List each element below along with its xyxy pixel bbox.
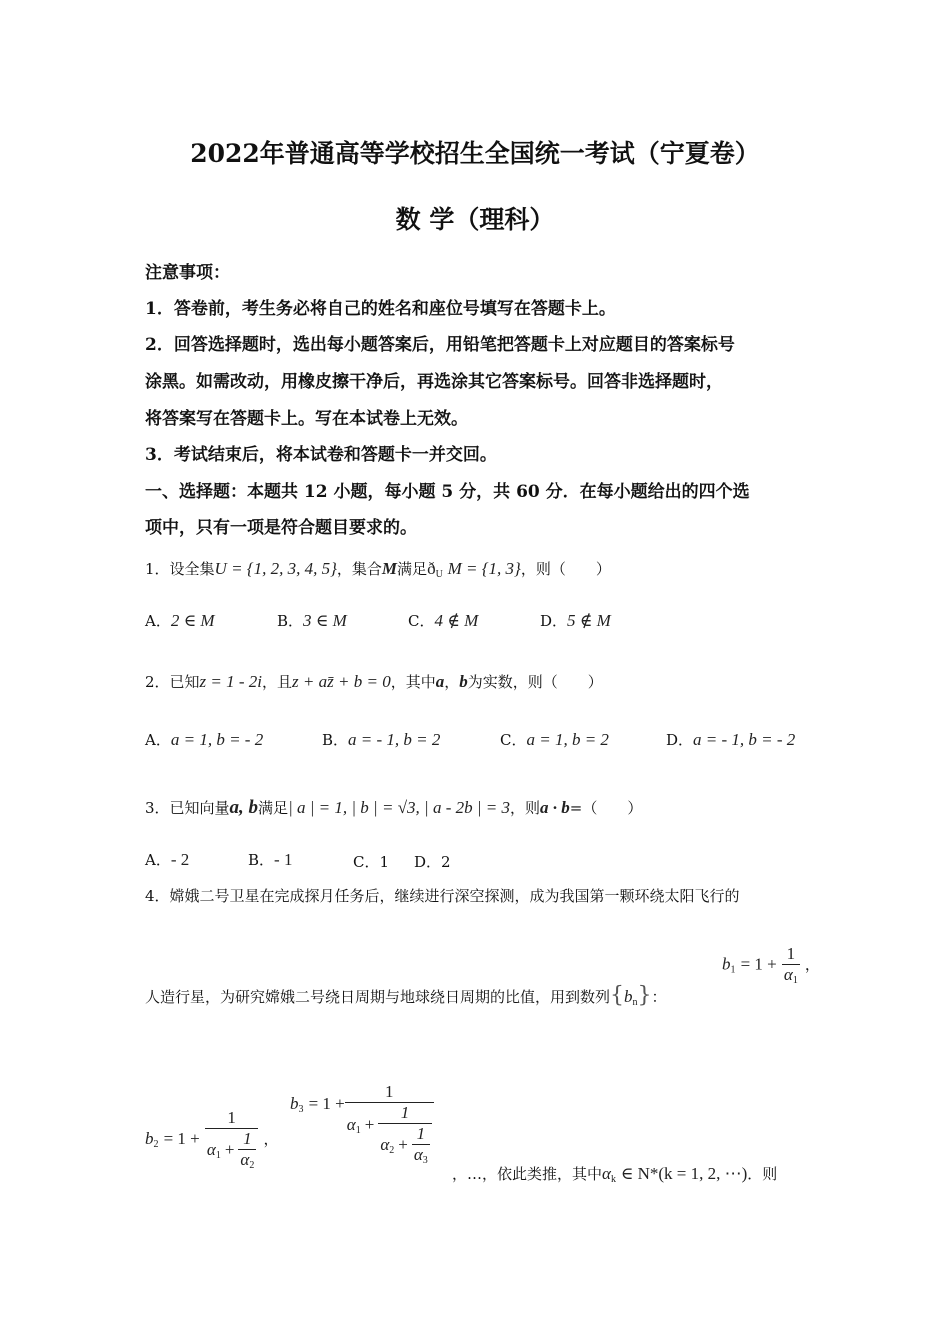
brace-icon: } <box>637 983 652 1008</box>
alpha: α <box>602 1164 611 1183</box>
section-heading-cont: 项中，只有一项是符合题目要求的。 <box>145 518 417 538</box>
q1-var: M <box>381 559 398 578</box>
q2-comma: ， <box>444 673 460 691</box>
q3-option-a[interactable] <box>145 849 189 870</box>
q1-option-c[interactable] <box>408 610 478 631</box>
frac-numerator: 1 <box>400 1103 410 1122</box>
nested-fraction-inner <box>412 1124 430 1166</box>
q3-end: =（ ） <box>569 799 643 817</box>
option-label: B． <box>322 731 349 749</box>
alpha: α <box>240 1150 250 1169</box>
q4-seq-sub: n <box>632 997 638 1008</box>
b-var: b <box>722 954 731 974</box>
option-expr: a = - 1, b = 2 <box>348 730 441 749</box>
b-sub: 3 <box>298 1104 304 1115</box>
option-expr: a = 1, b = - 2 <box>170 730 264 749</box>
q1-prefix: 1．设全集 <box>145 560 215 578</box>
alpha-sub: 1 <box>355 1125 361 1136</box>
formula-b2 <box>145 1108 278 1171</box>
q3-dot-product: a · b <box>540 798 570 817</box>
q3-vectors: a, b <box>229 797 259 818</box>
option-label: B． <box>277 612 304 630</box>
option-expr: 1 <box>379 853 390 871</box>
q3-prefix: 3．已知向量 <box>145 799 230 817</box>
q1-mid2: 满足 <box>397 560 428 578</box>
alpha-sub: k <box>610 1174 616 1185</box>
frac-numerator: 1 <box>786 944 796 963</box>
q2-tail-b: 为实数，则（ ） <box>467 673 603 691</box>
option-expr: 3 ∈ M <box>303 611 347 630</box>
fraction <box>782 944 800 986</box>
option-label: A． <box>145 851 171 869</box>
plus: + <box>364 1115 375 1134</box>
q2-mid: ，且 <box>262 673 293 691</box>
option-expr: a = 1, b = 2 <box>526 730 609 749</box>
q3-option-c[interactable] <box>353 851 389 872</box>
b-sub: 2 <box>153 1139 159 1150</box>
equals-one-plus: = 1 + <box>740 954 777 974</box>
equals-one-plus: = 1 + <box>308 1094 345 1113</box>
q2-equation: z + az̄ + b = 0 <box>292 672 391 691</box>
q2-option-a[interactable] <box>145 729 263 750</box>
q1-tail: ，则（ ） <box>520 560 611 578</box>
q2-option-d[interactable] <box>666 729 795 750</box>
alpha-sub: 1 <box>792 975 798 986</box>
question-4-line1: 4．嫦娥二号卫星在完成探月任务后，继续进行深空探测，成为我国第一颗环绕太阳飞行的 <box>145 887 740 905</box>
option-label: D． <box>666 731 694 749</box>
q2-tail-a: ，其中 <box>390 673 436 691</box>
brace-icon: { <box>610 983 625 1008</box>
comma: ， <box>804 955 820 974</box>
section-heading: 一、选择题：本题共 12 小题，每小题 5 分，共 60 分．在每小题给出的四个选 <box>145 482 750 502</box>
note-item: 3．考试结束后，将本试卷和答题卡一并交回。 <box>145 445 497 465</box>
equals-one-plus: = 1 + <box>163 1129 200 1148</box>
q2-option-c[interactable] <box>500 729 609 750</box>
alpha: α <box>413 1145 423 1164</box>
q2-z: z = 1 - 2i <box>199 672 263 691</box>
q3-condition: | a | = 1, | b | = √3, | a - 2b | = 3 <box>288 798 511 817</box>
comma: ， <box>263 1130 279 1148</box>
q3-option-d[interactable] <box>414 851 451 872</box>
q1-option-a[interactable] <box>145 610 215 631</box>
q4-tail-line <box>452 1163 777 1185</box>
alpha-sub: 1 <box>215 1149 221 1161</box>
option-expr: 2 <box>441 853 451 871</box>
option-label: C． <box>500 731 527 749</box>
fraction <box>345 1082 434 1166</box>
frac-numerator: 1 <box>227 1108 236 1127</box>
question-1 <box>145 558 611 580</box>
note-item: 涂黑。如需改动，用橡皮擦干净后，再选涂其它答案标号。回答非选择题时， <box>145 372 723 392</box>
alpha: α <box>346 1115 356 1134</box>
q1-set-m: M = {1, 3} <box>447 559 521 578</box>
alpha: α <box>783 965 793 984</box>
exam-subtitle: 数 学（理科） <box>395 205 555 234</box>
notes-heading: 注意事项： <box>145 263 230 283</box>
nested-fraction <box>378 1103 431 1166</box>
q4-seq-var: b <box>624 987 633 1006</box>
option-label: D． <box>540 612 568 630</box>
q1-complement-symbol: ð <box>427 559 436 578</box>
b-var: b <box>145 1129 154 1148</box>
note-item: 1．答卷前，考生务必将自己的姓名和座位号填写在答题卡上。 <box>145 299 616 319</box>
option-label: B． <box>248 851 275 869</box>
q2-var-a: a <box>435 672 445 691</box>
q2-option-b[interactable] <box>322 729 440 750</box>
note-item: 2．回答选择题时，选出每小题答案后，用铅笔把答题卡上对应题目的答案标号 <box>145 335 735 355</box>
q1-universal-set: U = {1, 2, 3, 4, 5} <box>214 559 337 578</box>
q2-prefix: 2．已知 <box>145 673 200 691</box>
option-label: C． <box>353 853 380 871</box>
option-expr: 2 ∈ M <box>170 611 215 630</box>
q4-tail1: ，…，依此类推，其中 <box>452 1165 603 1183</box>
option-label: A． <box>145 612 171 630</box>
option-expr: 5 ∉ M <box>567 611 611 630</box>
b-var: b <box>290 1094 299 1113</box>
frac-numerator: 1 <box>243 1129 252 1148</box>
q4-text: 人造行星，为研究嫦娥二号绕日周期与地球绕日周期的比值，用到数列 <box>145 988 611 1006</box>
q1-mid: ，集合 <box>336 560 382 578</box>
alpha-sub: 2 <box>249 1160 255 1171</box>
q3-mid: 满足 <box>258 799 289 817</box>
question-3 <box>145 797 642 819</box>
option-expr: 4 ∉ M <box>434 611 479 630</box>
option-expr: - 1 <box>274 850 293 869</box>
option-expr: - 2 <box>170 850 190 869</box>
q1-complement-sub: U <box>435 569 443 580</box>
option-expr: a = - 1, b = - 2 <box>693 730 796 749</box>
b-sub: 1 <box>730 964 736 976</box>
note-item: 将答案写在答题卡上。写在本试卷上无效。 <box>145 409 468 429</box>
q2-var-b: b <box>459 672 468 691</box>
exam-title: 2022年普通高等学校招生全国统一考试（宁夏卷） <box>190 139 760 168</box>
q3-option-b[interactable] <box>248 849 292 870</box>
fraction <box>205 1108 258 1171</box>
alpha: α <box>206 1139 216 1159</box>
frac-numerator: 1 <box>385 1082 394 1101</box>
alpha-sub: 3 <box>422 1155 428 1166</box>
alpha-sub: 2 <box>389 1144 395 1156</box>
q1-option-b[interactable] <box>277 610 347 631</box>
formula-b3 <box>290 1082 434 1166</box>
option-label: A． <box>145 731 171 749</box>
formula-b1 <box>722 944 820 986</box>
question-2 <box>145 671 603 692</box>
question-4-line2 <box>145 983 667 1008</box>
option-label: D． <box>414 853 442 871</box>
q4-natural-set: ∈ N*(k = 1, 2, ⋯) <box>620 1164 748 1183</box>
alpha: α <box>380 1134 390 1154</box>
option-label: C． <box>408 612 435 630</box>
q4-tail2: ．则 <box>747 1165 778 1183</box>
nested-fraction <box>238 1129 256 1171</box>
plus: + <box>224 1140 235 1159</box>
frac-numerator: 1 <box>416 1124 426 1143</box>
plus: + <box>398 1135 408 1154</box>
q4-colon: ： <box>651 988 667 1006</box>
q1-option-d[interactable] <box>540 610 611 631</box>
q3-tail: ，则 <box>510 799 541 817</box>
